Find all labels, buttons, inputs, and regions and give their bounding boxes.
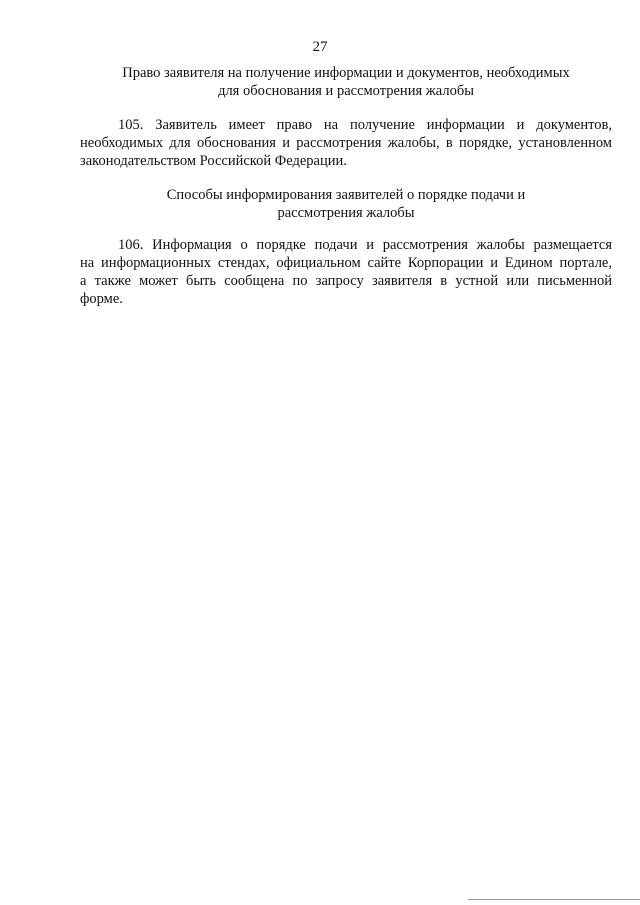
paragraph-line: необходимых для обоснования и рассмотрения жалобы, в порядке, установленном: [80, 135, 612, 151]
heading-line: рассмотрения жалобы: [277, 205, 415, 221]
paragraph-106: [80, 236, 612, 308]
heading-line: Право заявителя на получение информации и документов, необходимых: [122, 65, 570, 81]
scan-edge-rule: [468, 899, 640, 900]
paragraph-line: 105. Заявитель имеет право на получение информации и документов,: [118, 117, 612, 133]
heading-line: Способы информирования заявителей о порядке подачи и: [166, 187, 526, 203]
page-number: 27: [312, 39, 328, 55]
paragraph-line: на информационных стендах, официальном сайте Корпорации и Едином портале,: [80, 255, 612, 271]
paragraph-line: законодательством Российской Федерации.: [80, 153, 347, 169]
section-heading-applicant-rights: [80, 64, 612, 100]
paragraph-105: [80, 116, 612, 170]
paragraph-line: а также может быть сообщена по запросу заявителя в устной или письменной: [80, 273, 612, 289]
section-heading-informing-methods: [80, 186, 612, 222]
paragraph-line: 106. Информация о порядке подачи и рассмотрения жалобы размещается: [118, 237, 612, 253]
heading-line: для обоснования и рассмотрения жалобы: [218, 83, 474, 99]
paragraph-line: форме.: [80, 291, 123, 307]
